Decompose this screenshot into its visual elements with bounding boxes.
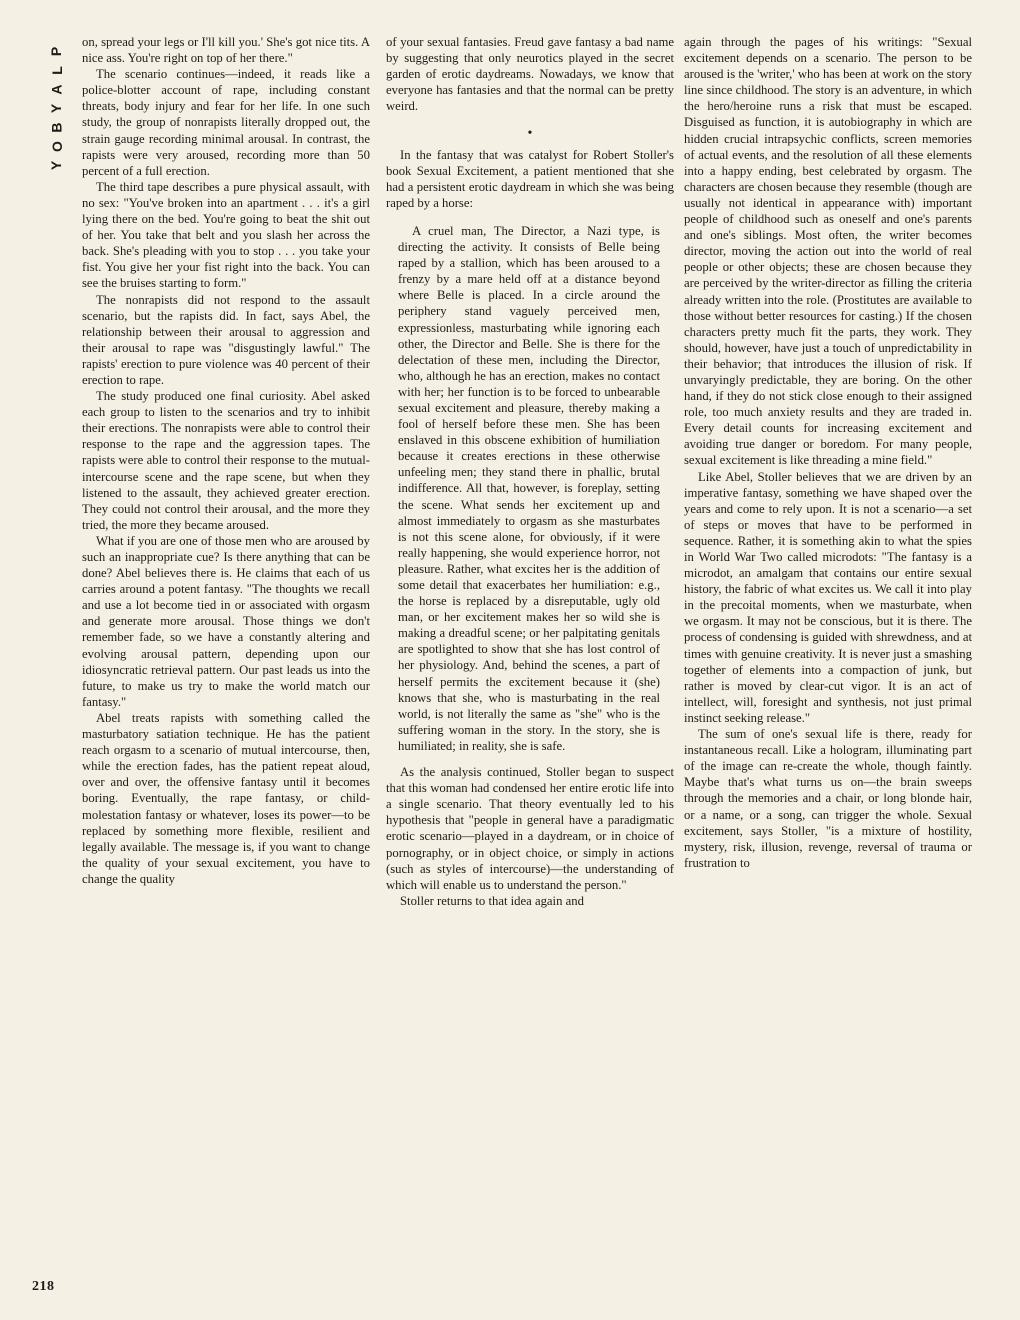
paragraph: The third tape describes a pure physical assault, with no sex: "You've broken into an apartment . . . it's a girl lying there on the bed. You're going to beat the shit out of her. You take that belt and you slash her across the back. She's pleading with you to stop . . . you take your fist. You give her your fist right into the back. You can see the bruises starting to form.": [82, 179, 370, 291]
section-separator: •: [527, 126, 533, 142]
paragraph: Abel treats rapists with something called the masturbatory satiation technique. He has the patient reach orgasm to a scenario of mutual intercourse, then, while the erection fades, has the patient repeat aloud, over and over, the offensive fantasy until it becomes boring. Eventually, the rape fantasy, or child-molestation fantasy or whatever, loses its power—to be replaced by something more flexible, resilient and legally available. The message is, if you want to change the quality of your sexual excitement, you have to change the quality: [82, 710, 370, 886]
paragraph: The nonrapists did not respond to the assault scenario, but the rapists did. In fact, says Abel, the relationship between their arousal to aggression and their arousal to rape was "disgustingly lawful." The rapists' erection to pure violence was 40 percent of their erection to rape.: [82, 292, 370, 387]
block-quote: [398, 223, 660, 754]
page-number: 218: [32, 1279, 55, 1294]
paragraph: What if you are one of those men who are aroused by such an inappropriate cue? Is there anything that can be done? Abel believes there is. He claims that each of us carries around a potent fantasy. "The thoughts we recall and use a lot become tied in or associated with orgasm and generate more arousal. Those things we don't remember fade, so we have a constantly altering and evolving arousal pattern, depending upon our idiosyncratic retrieval pattern. Our past leads us into the future, to make us try to make the world match our fantasy.": [82, 533, 370, 709]
column-1: [82, 34, 370, 887]
masthead-letter: Y: [48, 103, 65, 114]
masthead-letter: Y: [48, 160, 65, 171]
masthead: [44, 42, 70, 175]
masthead-letter: O: [48, 141, 65, 152]
masthead-letter: A: [48, 84, 65, 95]
paragraph: Stoller returns to that idea again and: [400, 893, 584, 908]
paragraph: of your sexual fantasies. Freud gave fantasy a bad name by suggesting that only neurotics played in the secret garden of erotic daydreams. Nowadays, we know that everyone has fantasies and that the normal can be pretty weird.: [386, 35, 674, 114]
paragraph: Like Abel, Stoller believes that we are driven by an imperative fantasy, something we have shaped over the years and come to rely upon. It is not a scenario—a set of steps or moves that have to be performed in sequence. Rather, it is something akin to what the spies in World War Two called microdots: "The fantasy is a microdot, an amalgam that contains our entire sexual history, the fabric of what excites us. We call it into play in the precoital moments, when we masturbate, when we orgasm. It may not be conscious, but it is there. The process of condensing is guided with shrewdness, and at times with genuine creativity. It is never just a smashing together of elements into a compaction of junk, but rather is moved by clear-cut vigor. It is an act of intellect, will, foresight and synthesis, not just primal instinct seeking release.": [684, 469, 972, 725]
paragraph: The study produced one final curiosity. Abel asked each group to listen to the scenarios and try to inhibit their erections. The nonrapists were able to control their response to the rape and the aggression tapes. The rapists were able to control their response to the mutual-intercourse scene and the rape scene, but when they listened to the assault, they achieved greater erection. They could not control their arousal, and the more they tried, the more they became aroused.: [82, 389, 370, 532]
masthead-letter: L: [48, 66, 65, 75]
paragraph: In the fantasy that was catalyst for Robert Stoller's book Sexual Excitement, a patient mentioned that she had a persistent erotic daydream in which she was being raped by a horse:: [386, 147, 674, 210]
quote-paragraph: A cruel man, The Director, a Nazi type, is directing the activity. It consists of Belle being raped by a stallion, which has been aroused to a frenzy by a mare held off at a distance beyond where Belle is placed. In a circle around the periphery stand vaguely perceived men, expressionless, masturbating while ignoring each other, the Director and Belle. She is there for the delectation of these men, including the Director, who, although he has an erection, makes no contact with her; her function is to be forced to unbearable sexual excitement and pleasure, thereby making a fool of herself before these men. She has been enslaved in this obscene exhibition of humiliation because it creates erections in these otherwise unfeeling men; they stand there in phallic, brutal indifference. All that, however, is foreplay, setting the scene. What sends her excitement up and almost immediately to orgasm as she masturbates is not this scene alone, for obviously, if it were really happening, she would experience horror, not pleasure. Rather, what excites her is the addition of some detail that exacerbates her humiliation: e.g., the horse is replaced by a disreputable, ugly old man, or her excitement makes her so wild she is making a dreadful scene; or her palpitating genitals are spotlighted to show that she has lost control of her physiology. And, behind the scenes, a part of herself permits the excitement because it (she) knows that she, who is masturbating in the real world, is not literally the same as "she" who is the suffering woman in the story. In the story, she is humiliated; in reality, she is safe.: [398, 223, 660, 753]
column-3: [684, 34, 972, 871]
column-2: [386, 34, 674, 909]
paragraph: The scenario continues—indeed, it reads like a police-blotter account of rape, including constant threats, body injury and fear for her life. In one such study, the group of nonrapists literally dropped out, the strain gauge recording minimal arousal. In contrast, the rapists were very aroused, recording more than 50 percent of a full erection.: [82, 67, 370, 178]
paragraph: on, spread your legs or I'll kill you.' She's got nice tits. A nice ass. You're right on top of her there.": [82, 35, 370, 66]
paragraph: again through the pages of his writings: "Sexual excitement depends on a scenario. The person to be aroused is the 'writer,' who has been at work on the story line since childhood. The story is an adventure, in which the hero/heroine runs a risk that must be escaped. Disguised as function, it is autobiography in which are hidden crucial intrapsychic conflicts, screen memories of actual events, and the resolution of all these elements into a happy ending, best celebrated by orgasm. The characters are chosen because they resemble (though are usually not identical in appearance with) important people of childhood such as oneself and one's parents and one's siblings. Most often, the writer becomes director, moving the action out into the world of real people or other objects; these are chosen because they are perceived by the writer-director as filling the criteria already written into the role. (Prostitutes are available to those without better resources for casting.) If the chosen characters pretty much fit the parts, they work. They should, however, have just a touch of unpredictability in their behavior; that introduces the illusion of risk. If unvaryingly predictable, they are boring. On the other hand, if they do not stick close enough to their assigned role, too much anxiety results and they are traded in. Every detail counts for increasing excitement and avoiding true danger or boredom. For many people, sexual excitement is like threading a mine field.": [684, 35, 972, 468]
paragraph: As the analysis continued, Stoller began to suspect that this woman had condensed her entire erotic life into a single scenario. That theory eventually led to his hypothesis that "people in general have a paradigmatic erotic scenario—played in a daydream, or in choice of pornography, or in object choice, or simply in actions (such as styles of intercourse)—the understanding of which will enable us to understand the person.": [386, 765, 674, 892]
paragraph: The sum of one's sexual life is there, ready for instantaneous recall. Like a hologram, illuminating part of the image can re-create the whole, though faintly. Maybe that's what turns us on—the brain sweeps through the memories and a chair, or long blonde hair, or a name, or a song, can trigger the whole. Sexual excitement, says Stoller, "is a mixture of hostility, mystery, risk, illusion, revenge, reversal of trauma or frustration to: [684, 727, 972, 870]
masthead-letter: P: [48, 46, 65, 57]
masthead-letter: B: [48, 122, 65, 133]
